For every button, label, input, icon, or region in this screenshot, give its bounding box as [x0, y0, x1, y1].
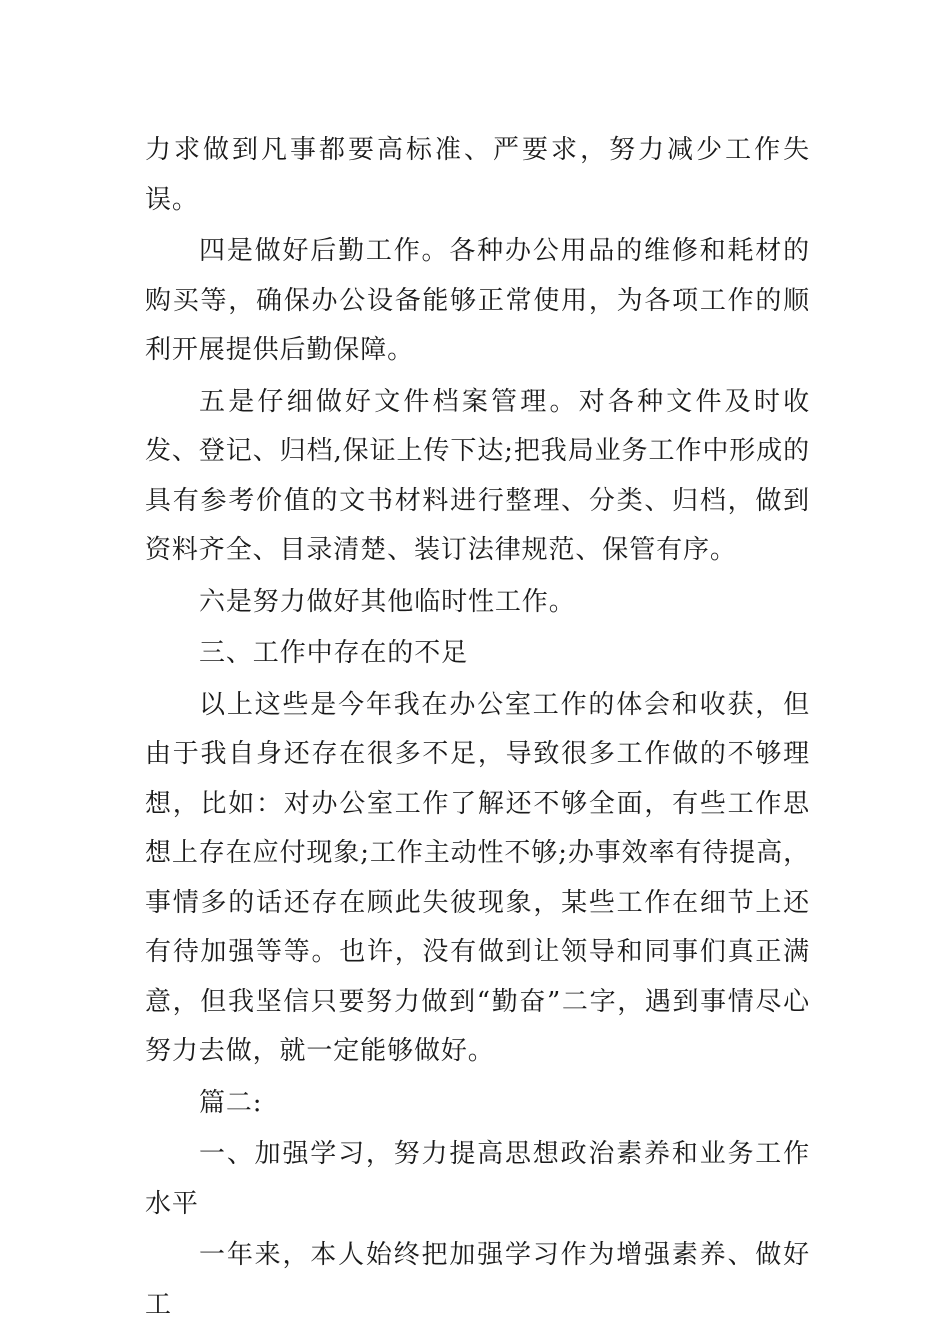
document-page [145, 126, 810, 1330]
paragraph-logistics: 四是做好后勤工作。各种办公用品的维修和耗材的购买等，确保办公设备能够正常使用，为各项工作的顺利开展提供后勤保障。 [145, 236, 810, 365]
paragraph-continuation: 力求做到凡事都要高标准、严要求，努力减少工作失误。 [145, 135, 810, 215]
paragraph-archives: 五是仔细做好文件档案管理。对各种文件及时收发、登记、归档,保证上传下达;把我局业务工作中形成的具有参考价值的文书材料进行整理、分类、归档，做到资料齐全、目录清楚、装订法律规范、保管有序。 [145, 386, 810, 565]
paragraph-shortcomings: 以上这些是今年我在办公室工作的体会和收获，但由于我自身还存在很多不足，导致很多工作做的不够理想，比如：对办公室工作了解还不够全面，有些工作思想上存在应付现象;工作主动性不够;办事效率有待提高，事情多的话还存在顾此失彼现象，某些工作在细节上还有待加强等等。也许，没有做到让领导和同事们真正满意，但我坚信只要努力做到“勤奋”二字，遇到事情尽心努力去做，就一定能够做好。 [145, 689, 810, 1066]
section-heading-shortcomings: 三、工作中存在的不足 [199, 638, 469, 668]
part-two-heading: 篇二: [199, 1087, 263, 1118]
section-heading-study: 一、加强学习，努力提高思想政治素养和业务工作水平 [145, 1139, 810, 1219]
paragraph-temporary-work: 六是努力做好其他临时性工作。 [199, 586, 576, 617]
paragraph-study: 一年来，本人始终把加强学习作为增强素养、做好工 [145, 1240, 810, 1320]
